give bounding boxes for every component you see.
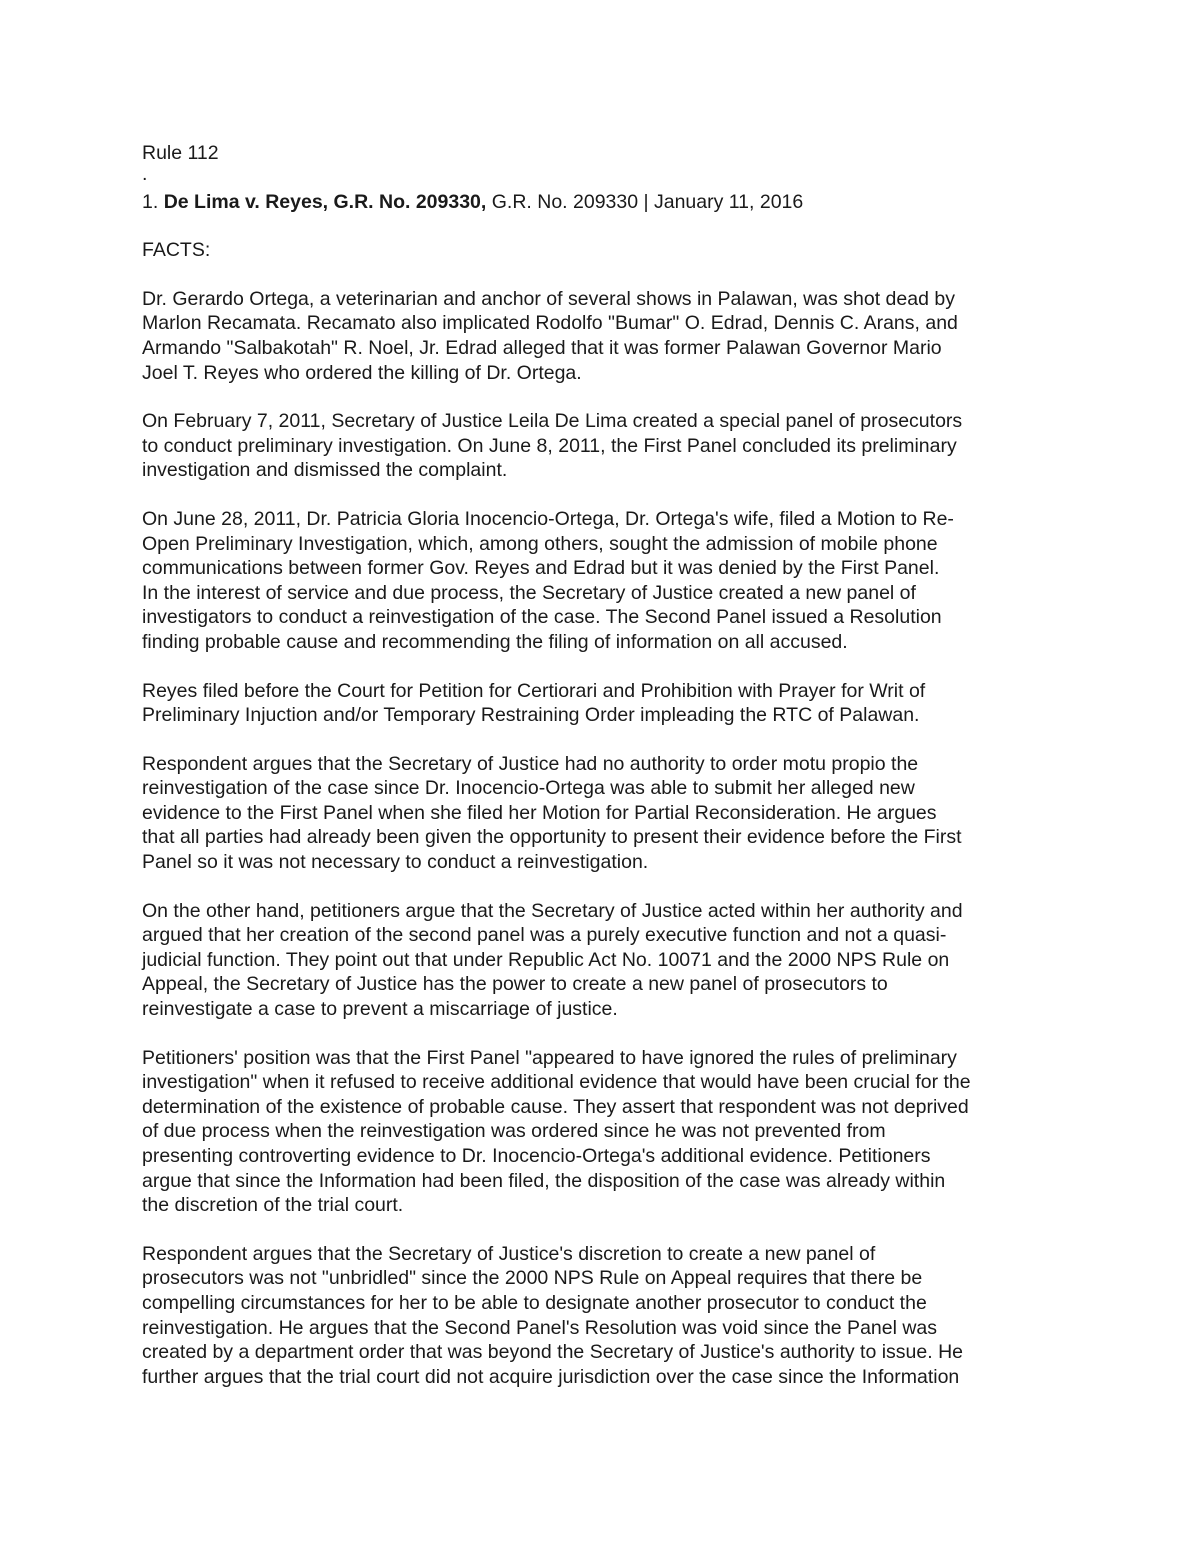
paragraph-line: Open Preliminary Investigation, which, among others, sought the admission of mobile phone xyxy=(142,532,938,555)
paragraph-line: reinvestigate a case to prevent a miscarriage of justice. xyxy=(142,998,618,1021)
section-title: FACTS: xyxy=(142,239,211,262)
paragraph-line: Dr. Gerardo Ortega, a veterinarian and anchor of several shows in Palawan, was shot dead by xyxy=(142,287,955,310)
paragraph-line: argued that her creation of the second panel was a purely executive function and not a quasi- xyxy=(142,924,947,947)
paragraph-list xyxy=(142,287,1072,1390)
paragraph-line: created by a department order that was beyond the Secretary of Justice's authority to issue. He xyxy=(142,1341,963,1364)
paragraph-line: presenting controverting evidence to Dr. Inocencio-Ortega's additional evidence. Petitioners xyxy=(142,1145,931,1167)
paragraph-line: investigators to conduct a reinvestigation of the case. The Second Panel issued a Resolution xyxy=(142,606,942,629)
paragraph-line: Reyes filed before the Court for Petition for Certiorari and Prohibition with Prayer for Writ of xyxy=(142,679,926,702)
paragraph xyxy=(142,1046,1072,1218)
paragraph xyxy=(142,507,1072,655)
paragraph xyxy=(142,899,1072,1022)
paragraph-line: that all parties had already been given the opportunity to present their evidence before the First xyxy=(142,826,962,849)
paragraph-line: Appeal, the Secretary of Justice has the power to create a new panel of prosecutors to xyxy=(142,973,888,996)
case-number: 1. xyxy=(142,190,159,213)
paragraph-line: Petitioners' position was that the First Panel "appeared to have ignored the rules of preliminary xyxy=(142,1046,957,1069)
paragraph-line: to conduct preliminary investigation. On June 8, 2011, the First Panel concluded its preliminary xyxy=(142,434,957,457)
paragraph xyxy=(142,409,1072,483)
paragraph xyxy=(142,679,1072,728)
rule-heading: Rule 112 xyxy=(142,142,219,164)
paragraph-line: On February 7, 2011, Secretary of Justice Leila De Lima created a special panel of prosecutors xyxy=(142,410,963,433)
paragraph-line: Respondent argues that the Secretary of Justice's discretion to create a new panel of xyxy=(142,1242,876,1265)
paragraph-line: further argues that the trial court did not acquire jurisdiction over the case since the Information xyxy=(142,1365,960,1388)
paragraph-line: argue that since the Information had been filed, the disposition of the case was already within xyxy=(142,1169,946,1192)
paragraph-line: investigation and dismissed the complaint. xyxy=(142,459,508,482)
paragraph xyxy=(142,287,1072,385)
paragraph-line: prosecutors was not "unbridled" since the 2000 NPS Rule on Appeal requires that there be xyxy=(142,1267,923,1290)
paragraph-line: Marlon Recamata. Recamato also implicated Rodolfo "Bumar" O. Edrad, Dennis C. Arans, and xyxy=(142,312,958,335)
paragraph xyxy=(142,752,1072,875)
document-body xyxy=(142,141,1072,1413)
case-title: De Lima v. Reyes, G.R. No. 209330, xyxy=(163,190,487,213)
paragraph-line: Respondent argues that the Secretary of Justice had no authority to order motu propio the xyxy=(142,752,919,775)
paragraph-line: investigation" when it refused to receive additional evidence that would have been crucial for the xyxy=(142,1071,971,1094)
paragraph-line: In the interest of service and due process, the Secretary of Justice created a new panel of xyxy=(142,581,916,604)
paragraph-line: communications between former Gov. Reyes and Edrad but it was denied by the First Panel. xyxy=(142,557,940,580)
paragraph-line: of due process when the reinvestigation was ordered since he was not prevented from xyxy=(142,1120,886,1143)
paragraph-line: compelling circumstances for her to be able to designate another prosecutor to conduct the xyxy=(142,1291,927,1314)
paragraph-line: Armando "Salbakotah" R. Noel, Jr. Edrad alleged that it was former Palawan Governor Mario xyxy=(142,336,942,359)
paragraph-line: finding probable cause and recommending the filing of information on all accused. xyxy=(142,630,848,653)
paragraph-line: On the other hand, petitioners argue that the Secretary of Justice acted within her authority and xyxy=(142,899,963,922)
paragraph-line: determination of the existence of probable cause. They assert that respondent was not deprived xyxy=(142,1095,969,1118)
paragraph-line: On June 28, 2011, Dr. Patricia Gloria Inocencio-Ortega, Dr. Ortega's wife, filed a Motion to Re- xyxy=(142,507,954,530)
paragraph-line: Panel so it was not necessary to conduct a reinvestigation. xyxy=(142,851,649,874)
paragraph-line: judicial function. They point out that under Republic Act No. 10071 and the 2000 NPS Rule on xyxy=(142,948,950,971)
case-citation: G.R. No. 209330 | January 11, 2016 xyxy=(491,190,804,213)
paragraph-line: Preliminary Injuction and/or Temporary Restraining Order impleading the RTC of Palawan. xyxy=(142,704,920,727)
case-heading xyxy=(142,190,1072,215)
paragraph-line: the discretion of the trial court. xyxy=(142,1194,404,1217)
paragraph xyxy=(142,1242,1072,1390)
paragraph-line: evidence to the First Panel when she filed her Motion for Partial Reconsideration. He argues xyxy=(142,801,937,824)
paragraph-line: Joel T. Reyes who ordered the killing of Dr. Ortega. xyxy=(142,361,582,384)
paragraph-line: reinvestigation of the case since Dr. Inocencio-Ortega was able to submit her alleged new xyxy=(142,777,915,800)
paragraph-line: reinvestigation. He argues that the Second Panel's Resolution was void since the Panel was xyxy=(142,1316,938,1339)
separator-dot: . xyxy=(142,162,148,185)
